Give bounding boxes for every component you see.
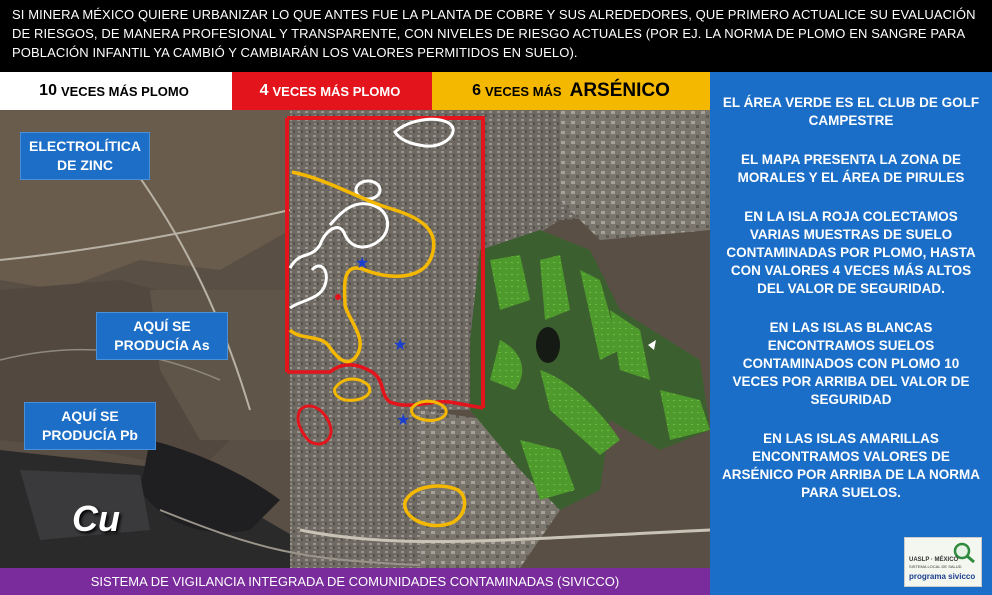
label-produccion-arsenico [96, 312, 228, 360]
svg-text:★: ★ [393, 335, 408, 354]
panel-red-island-text: EN LA ISLA ROJA COLECTAMOS VARIAS MUESTRAS DE SUELO CONTAMINADAS POR PLOMO, HASTA CON VALORES 4 VECES MÁS ALTOS DEL VALOR DE SEGURIDAD. [726, 209, 976, 296]
label-pb-line2: PRODUCÍA Pb [42, 427, 138, 443]
legend-white-number: 10 [39, 82, 57, 99]
top-banner [0, 0, 992, 72]
side-panel [710, 72, 992, 595]
banner-text: SI MINERA MÉXICO QUIERE URBANIZAR LO QUE ANTES FUE LA PLANTA DE COBRE Y SUS ALREDEDORES, QUE PRIMERO ACTUALICE SU EVALUACIÓN DE RIESGOS, DE MANERA PROFESIONAL Y TRANSPARENTE, CON NIVELES DE RIESGO ACTUALES (POR EJ. LA NORMA DE PLOMO EN SANGRE PARA POBLACIÓN INFANTIL YA CAMBIÓ Y CAMBIARÁN LOS VALORES PERMITIDOS EN SUELO). [12, 7, 976, 60]
label-pb-line1: AQUÍ SE [61, 408, 119, 424]
legend-yellow-text: VECES MÁS [485, 83, 562, 99]
logo-line3: programa sivicco [909, 572, 976, 581]
legend-red-number: 4 [259, 82, 269, 99]
legend-yellow-arsenic-6x [432, 72, 710, 110]
svg-text:★: ★ [396, 410, 411, 429]
legend-yellow-element: ARSÉNICO [569, 80, 670, 101]
legend-yellow-number: 6 [472, 82, 482, 99]
legend-red-lead-4x [232, 72, 432, 110]
logo-line2: SISTEMA LOCAL DE SALUD [909, 564, 962, 569]
label-zinc-line1: ELECTROLÍTICA [29, 138, 141, 154]
panel-zone-text: EL MAPA PRESENTA LA ZONA DE MORALES Y EL ÁREA DE PIRULES [737, 152, 965, 185]
label-as-line1: AQUÍ SE [133, 318, 191, 334]
legend-white-lead-10x [0, 72, 232, 110]
label-as-line2: PRODUCÍA As [114, 337, 210, 353]
sivicco-logo [904, 537, 982, 587]
label-produccion-plomo [24, 402, 156, 450]
label-electrolitica-zinc [20, 132, 150, 180]
svg-text:★: ★ [355, 253, 370, 272]
panel-golf-text: EL ÁREA VERDE ES EL CLUB DE GOLF CAMPESTRE [722, 95, 980, 128]
legend-white-text: VECES MÁS PLOMO [60, 83, 189, 99]
panel-white-island-text: EN LAS ISLAS BLANCAS ENCONTRAMOS SUELOS CONTAMINADOS CON PLOMO 10 VECES POR ARRIBA DEL VALOR DE SEGURIDAD [732, 320, 970, 407]
logo-line1: UASLP · MÉXICO [909, 557, 959, 563]
footer-text: SISTEMA DE VIGILANCIA INTEGRADA DE COMUNIDADES CONTAMINADAS (SIVICCO) [90, 574, 620, 589]
label-copper-cu: Cu [72, 498, 120, 539]
panel-yellow-island-text: EN LAS ISLAS AMARILLAS ENCONTRAMOS VALORES DE ARSÉNICO POR ARRIBA DE LA NORMA PARA SUELOS. [721, 431, 980, 500]
label-zinc-line2: DE ZINC [57, 157, 113, 173]
legend-red-text: VECES MÁS PLOMO [272, 83, 401, 99]
footer-bar [0, 568, 710, 595]
